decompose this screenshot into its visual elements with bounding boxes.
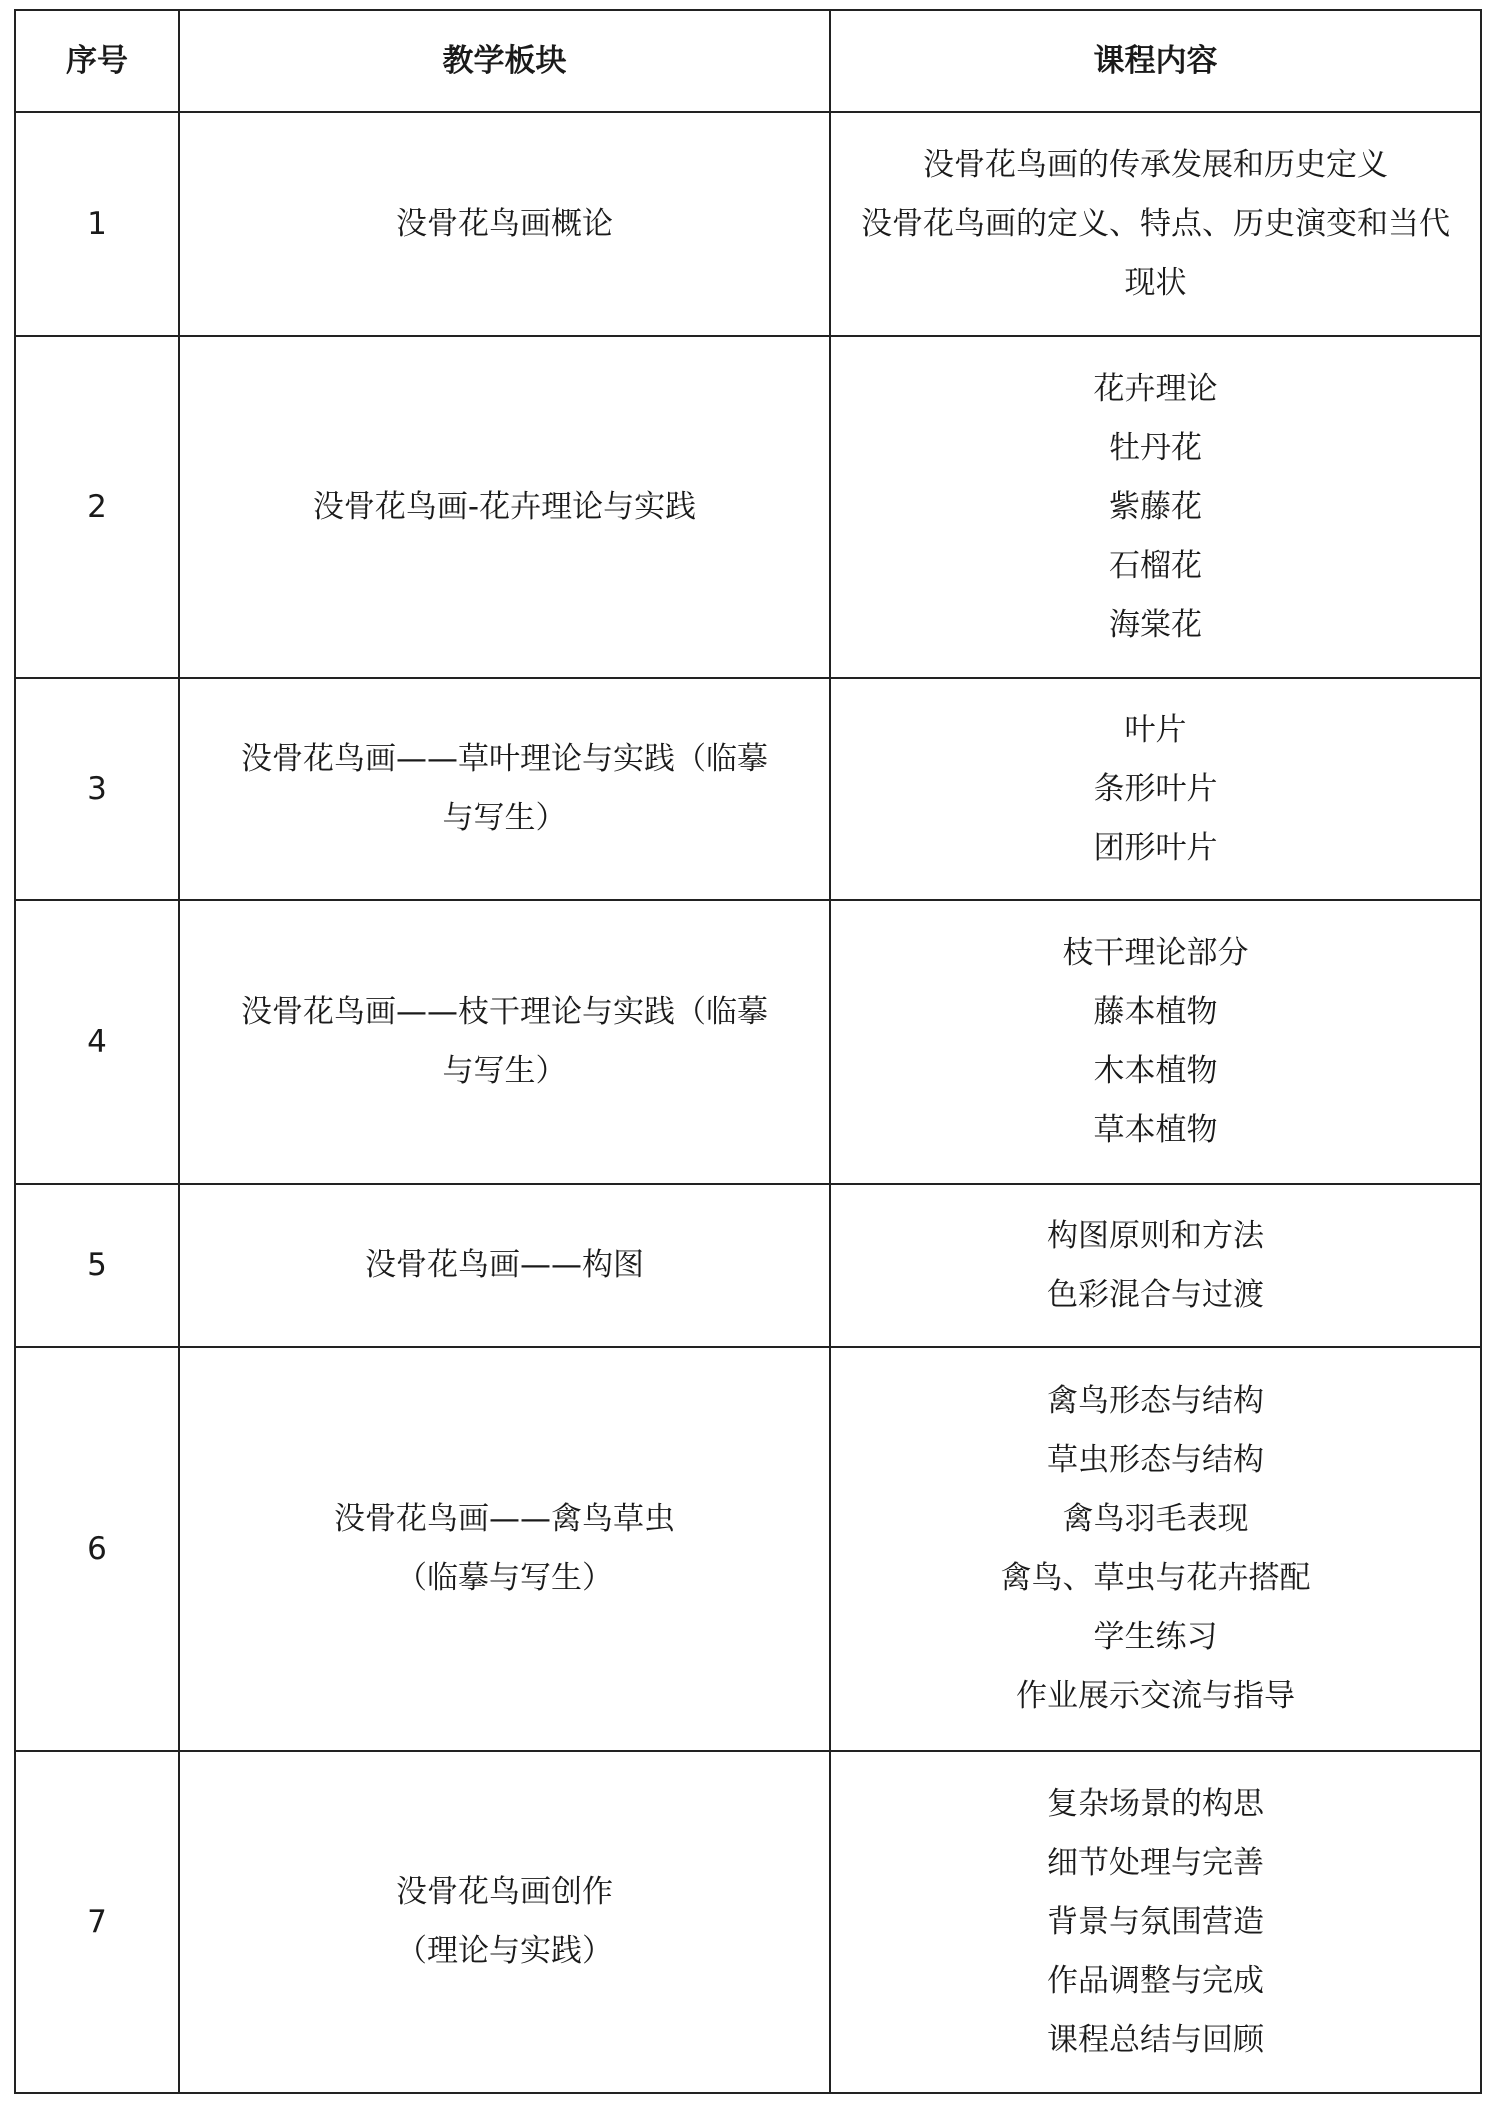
module-line: 没骨花鸟画——构图 bbox=[365, 1247, 644, 1283]
content-line: 条形叶片 bbox=[1093, 770, 1218, 807]
content-line: 没骨花鸟画的传承发展和历史定义 bbox=[923, 146, 1388, 183]
row-module bbox=[179, 1184, 830, 1347]
row-content bbox=[830, 1751, 1481, 2093]
table-row bbox=[15, 900, 1481, 1184]
row-content bbox=[830, 1347, 1481, 1751]
row-number: 6 bbox=[15, 1347, 179, 1751]
row-content bbox=[830, 112, 1481, 336]
content-line: 牡丹花 bbox=[1109, 429, 1202, 466]
row-content bbox=[830, 336, 1481, 678]
content-line: 禽鸟形态与结构 bbox=[1047, 1383, 1264, 1419]
content-line: 色彩混合与过渡 bbox=[1047, 1276, 1264, 1313]
row-content bbox=[830, 678, 1481, 900]
row-module bbox=[179, 900, 830, 1184]
content-line: 草本植物 bbox=[1093, 1112, 1218, 1148]
row-number: 2 bbox=[15, 336, 179, 678]
content-line: 禽鸟、草虫与花卉搭配 bbox=[1000, 1560, 1311, 1596]
table-header-row bbox=[15, 10, 1481, 112]
module-line: 没骨花鸟画-花卉理论与实践 bbox=[312, 488, 697, 525]
table-row bbox=[15, 1184, 1481, 1347]
module-line: 没骨花鸟画概论 bbox=[396, 205, 613, 242]
content-line: 团形叶片 bbox=[1093, 829, 1218, 866]
row-number: 1 bbox=[15, 112, 179, 336]
table-row bbox=[15, 1751, 1481, 2093]
module-line: 与写生） bbox=[442, 800, 567, 836]
row-module bbox=[179, 336, 830, 678]
course-table bbox=[14, 9, 1482, 2094]
content-line: 藤本植物 bbox=[1093, 994, 1218, 1030]
module-line: 没骨花鸟画——枝干理论与实践（临摹 bbox=[241, 994, 768, 1030]
header-content: 课程内容 bbox=[830, 10, 1481, 112]
table-row bbox=[15, 112, 1481, 336]
content-line: 构图原则和方法 bbox=[1047, 1217, 1264, 1254]
table-row bbox=[15, 336, 1481, 678]
content-line: 课程总结与回顾 bbox=[1047, 2021, 1264, 2058]
content-line: 学生练习 bbox=[1093, 1619, 1218, 1655]
content-line: 作品调整与完成 bbox=[1047, 1962, 1264, 1999]
content-line: 背景与氛围营造 bbox=[1047, 1903, 1264, 1940]
table-body bbox=[15, 112, 1481, 2093]
content-line: 细节处理与完善 bbox=[1047, 1844, 1264, 1881]
content-line: 枝干理论部分 bbox=[1062, 935, 1249, 971]
header-module: 教学板块 bbox=[179, 10, 830, 112]
module-line: 没骨花鸟画——草叶理论与实践（临摹 bbox=[241, 741, 768, 777]
row-number: 4 bbox=[15, 900, 179, 1184]
content-line: 紫藤花 bbox=[1109, 488, 1202, 525]
content-line: 现状 bbox=[1124, 264, 1187, 301]
row-number: 7 bbox=[15, 1751, 179, 2093]
row-number: 5 bbox=[15, 1184, 179, 1347]
table-row bbox=[15, 1347, 1481, 1751]
table-row bbox=[15, 678, 1481, 900]
header-num: 序号 bbox=[15, 10, 179, 112]
module-line: 与写生） bbox=[442, 1053, 567, 1089]
row-content bbox=[830, 1184, 1481, 1347]
content-line: 草虫形态与结构 bbox=[1047, 1442, 1264, 1478]
module-line: （理论与实践） bbox=[396, 1933, 613, 1969]
content-line: 作业展示交流与指导 bbox=[1016, 1678, 1295, 1714]
module-line: 没骨花鸟画创作 bbox=[396, 1874, 613, 1910]
module-line: （临摹与写生） bbox=[396, 1560, 613, 1596]
content-line: 复杂场景的构思 bbox=[1047, 1785, 1264, 1822]
row-module bbox=[179, 678, 830, 900]
row-module bbox=[179, 1347, 830, 1751]
content-line: 石榴花 bbox=[1109, 547, 1202, 584]
content-line: 禽鸟羽毛表现 bbox=[1062, 1501, 1249, 1537]
content-line: 叶片 bbox=[1124, 711, 1187, 748]
row-module bbox=[179, 112, 830, 336]
content-line: 海棠花 bbox=[1109, 606, 1202, 643]
row-number: 3 bbox=[15, 678, 179, 900]
content-line: 没骨花鸟画的定义、特点、历史演变和当代 bbox=[861, 205, 1450, 242]
content-line: 木本植物 bbox=[1093, 1053, 1218, 1089]
row-module bbox=[179, 1751, 830, 2093]
row-content bbox=[830, 900, 1481, 1184]
content-line: 花卉理论 bbox=[1093, 370, 1218, 407]
module-line: 没骨花鸟画——禽鸟草虫 bbox=[334, 1501, 675, 1537]
